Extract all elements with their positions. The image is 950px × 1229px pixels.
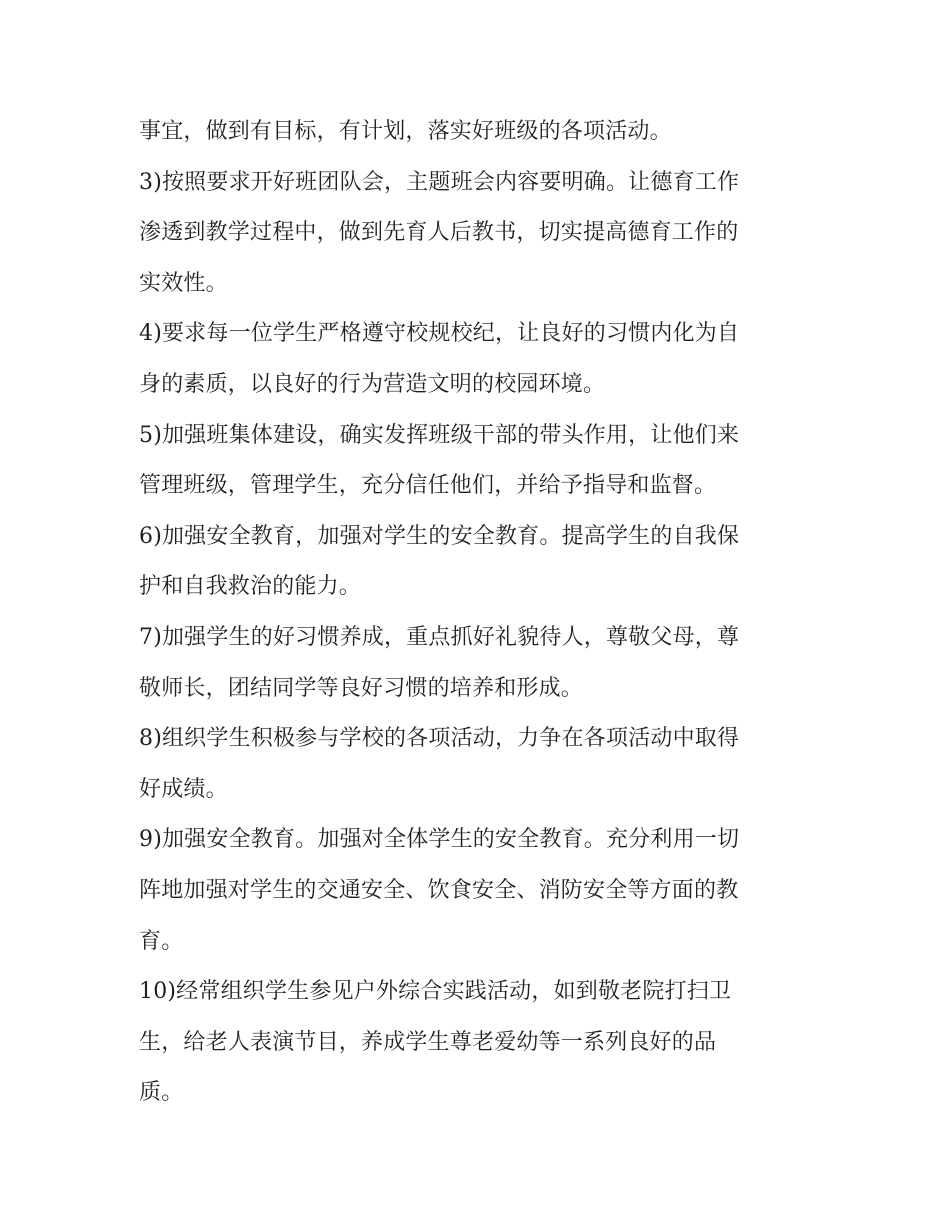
text-line: 10)经常组织学生参见户外综合实践活动，如到敬老院打扫卫 (139, 979, 732, 1005)
document-body (139, 107, 819, 1119)
text-line: 9)加强安全教育。加强对全体学生的安全教育。充分利用一切 (139, 827, 740, 853)
text-line: 3)按照要求开好班团队会，主题班会内容要明确。让德育工作 (139, 169, 740, 195)
text-line: 8)组织学生积极参与学校的各项活动，力争在各项活动中取得 (139, 726, 740, 752)
text-line: 实效性。 (139, 270, 228, 296)
text-line: 好成绩。 (139, 776, 228, 802)
text-line: 阵地加强对学生的交通安全、饮食安全、消防安全等方面的教 (139, 877, 739, 903)
text-line: 渗透到教学过程中，做到先育人后教书，切实提高德育工作的 (139, 220, 739, 246)
text-line: 质。 (139, 1080, 184, 1106)
text-line: 敬师长，团结同学等良好习惯的培养和形成。 (139, 675, 584, 701)
text-line: 管理班级，管理学生，充分信任他们，并给予指导和监督。 (139, 473, 717, 499)
text-line: 身的素质，以良好的行为营造文明的校园环境。 (139, 371, 606, 397)
text-line: 护和自我救治的能力。 (139, 574, 362, 600)
text-line: 6)加强安全教育，加强对学生的安全教育。提高学生的自我保 (139, 523, 740, 549)
text-line: 7)加强学生的好习惯养成，重点抓好礼貌待人，尊敬父母，尊 (139, 624, 740, 650)
text-line: 4)要求每一位学生严格遵守校规校纪，让良好的习惯内化为自 (139, 321, 740, 347)
text-line: 事宜，做到有目标，有计划，落实好班级的各项活动。 (139, 119, 672, 144)
text-line: 生，给老人表演节目，养成学生尊老爱幼等一系列良好的品 (139, 1029, 717, 1055)
text-line: 育。 (139, 928, 184, 954)
text-line: 5)加强班集体建设，确实发挥班级干部的带头作用，让他们来 (139, 422, 740, 448)
